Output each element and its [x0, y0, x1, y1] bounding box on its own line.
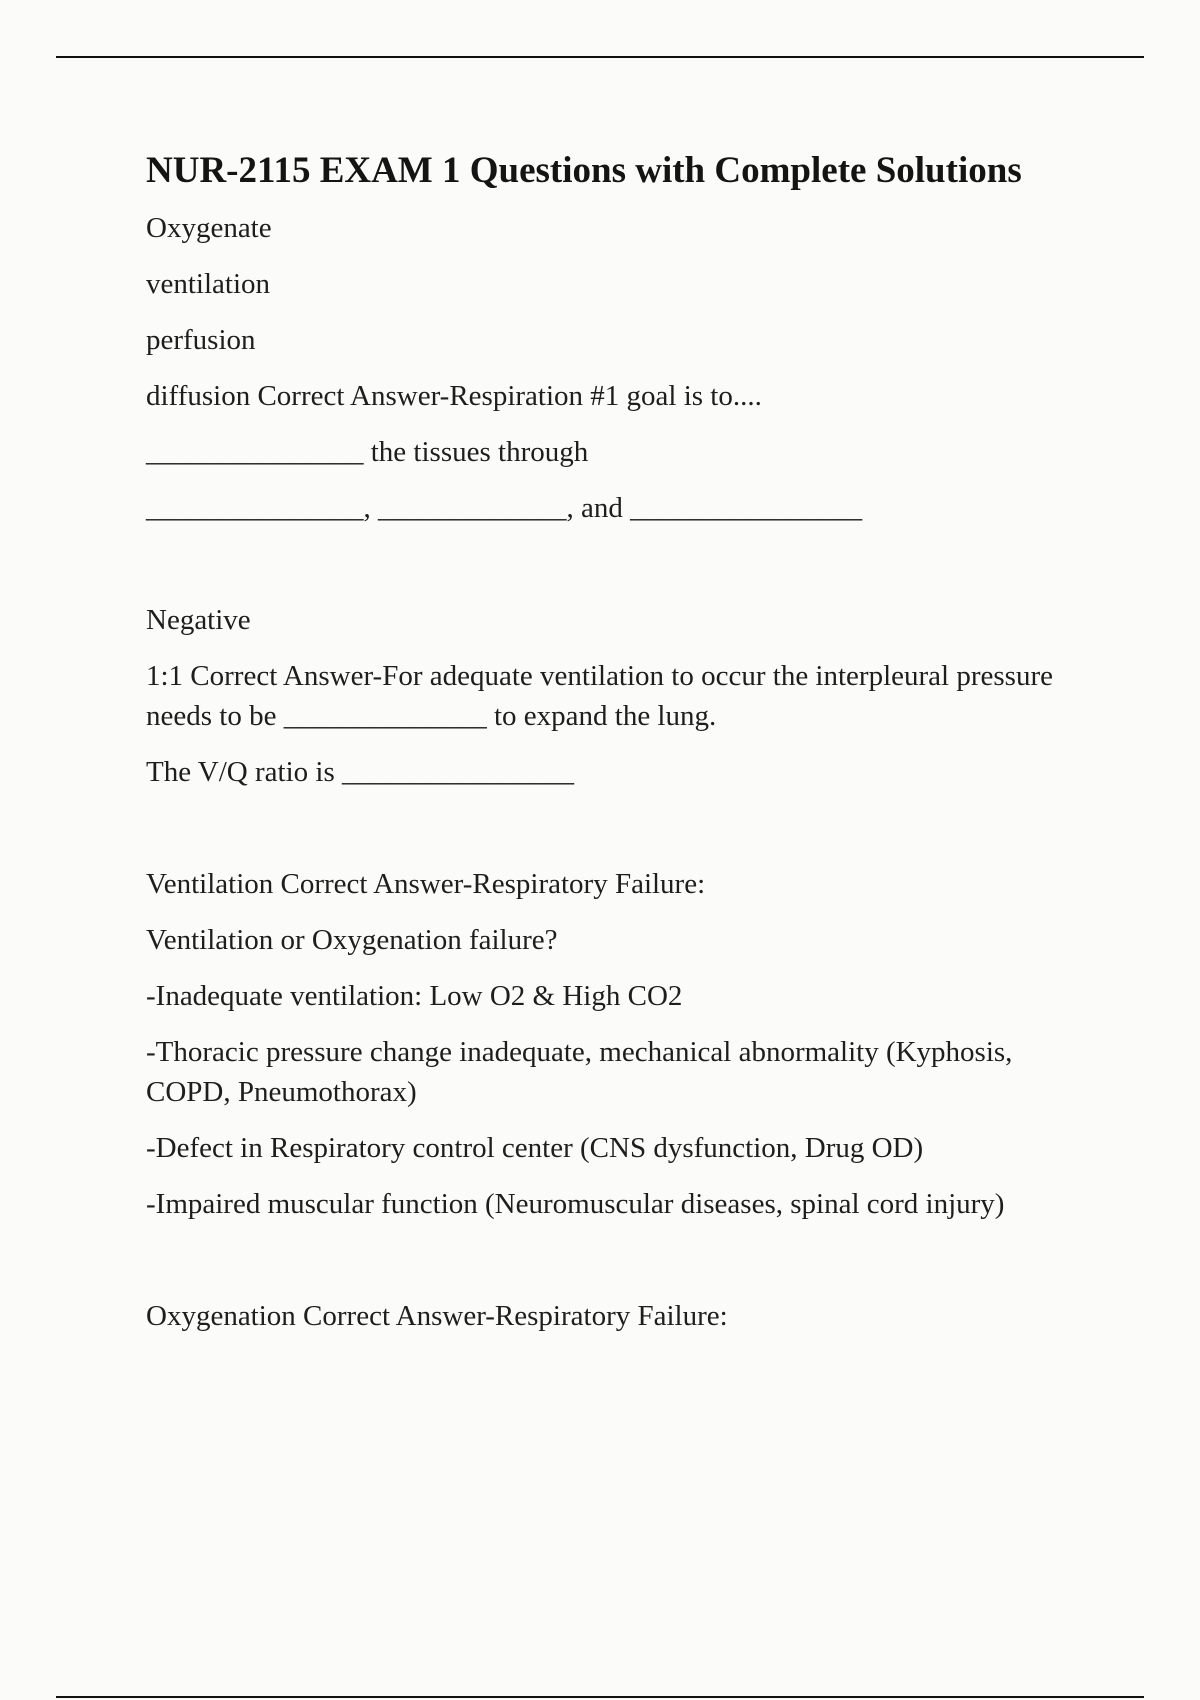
answer-line-perfusion: perfusion — [146, 324, 256, 356]
top-rule — [56, 56, 1144, 58]
question-block-1 — [146, 208, 1066, 528]
spacer — [146, 544, 1066, 600]
question-block-4 — [146, 1296, 1066, 1336]
document-title: NUR-2115 EXAM 1 Questions with Complete Solutions — [146, 150, 1022, 191]
bottom-rule — [56, 1696, 1144, 1698]
question-block-2 — [146, 600, 1066, 792]
answer-line-diffusion: diffusion Correct Answer-Respiration #1 goal is to.... — [146, 380, 762, 412]
answer-line-oxygenation-failure: Oxygenation Correct Answer-Respiratory Failure: — [146, 1300, 728, 1332]
document-body — [146, 146, 1066, 1352]
question-line-failure-type: Ventilation or Oxygenation failure? — [146, 924, 558, 956]
question-line-blanks: _______________, _____________, and ________________ — [146, 492, 863, 524]
bullet-thoracic-pressure: -Thoracic pressure change inadequate, mechanical abnormality (Kyphosis, COPD, Pneumothorax) — [146, 1036, 1020, 1108]
bullet-respiratory-control: -Defect in Respiratory control center (CNS dysfunction, Drug OD) — [146, 1132, 924, 1164]
question-line-vq-ratio: The V/Q ratio is ________________ — [146, 756, 574, 788]
answer-line-ventilation-failure: Ventilation Correct Answer-Respiratory Failure: — [146, 868, 706, 900]
question-block-3 — [146, 864, 1066, 1224]
question-line-interpleural: 1:1 Correct Answer-For adequate ventilation to occur the interpleural pressure needs to be ______________ to expand the lung. — [146, 660, 1061, 732]
answer-line-ventilation: ventilation — [146, 268, 271, 300]
bullet-inadequate-ventilation: -Inadequate ventilation: Low O2 & High CO2 — [146, 980, 683, 1012]
answer-line-negative: Negative — [146, 604, 251, 636]
answer-line-oxygenate: Oxygenate — [146, 212, 272, 244]
bullet-muscular-function: -Impaired muscular function (Neuromuscular diseases, spinal cord injury) — [146, 1188, 1005, 1220]
question-line-tissues: _______________ the tissues through — [146, 436, 589, 468]
spacer — [146, 808, 1066, 864]
spacer — [146, 1240, 1066, 1296]
